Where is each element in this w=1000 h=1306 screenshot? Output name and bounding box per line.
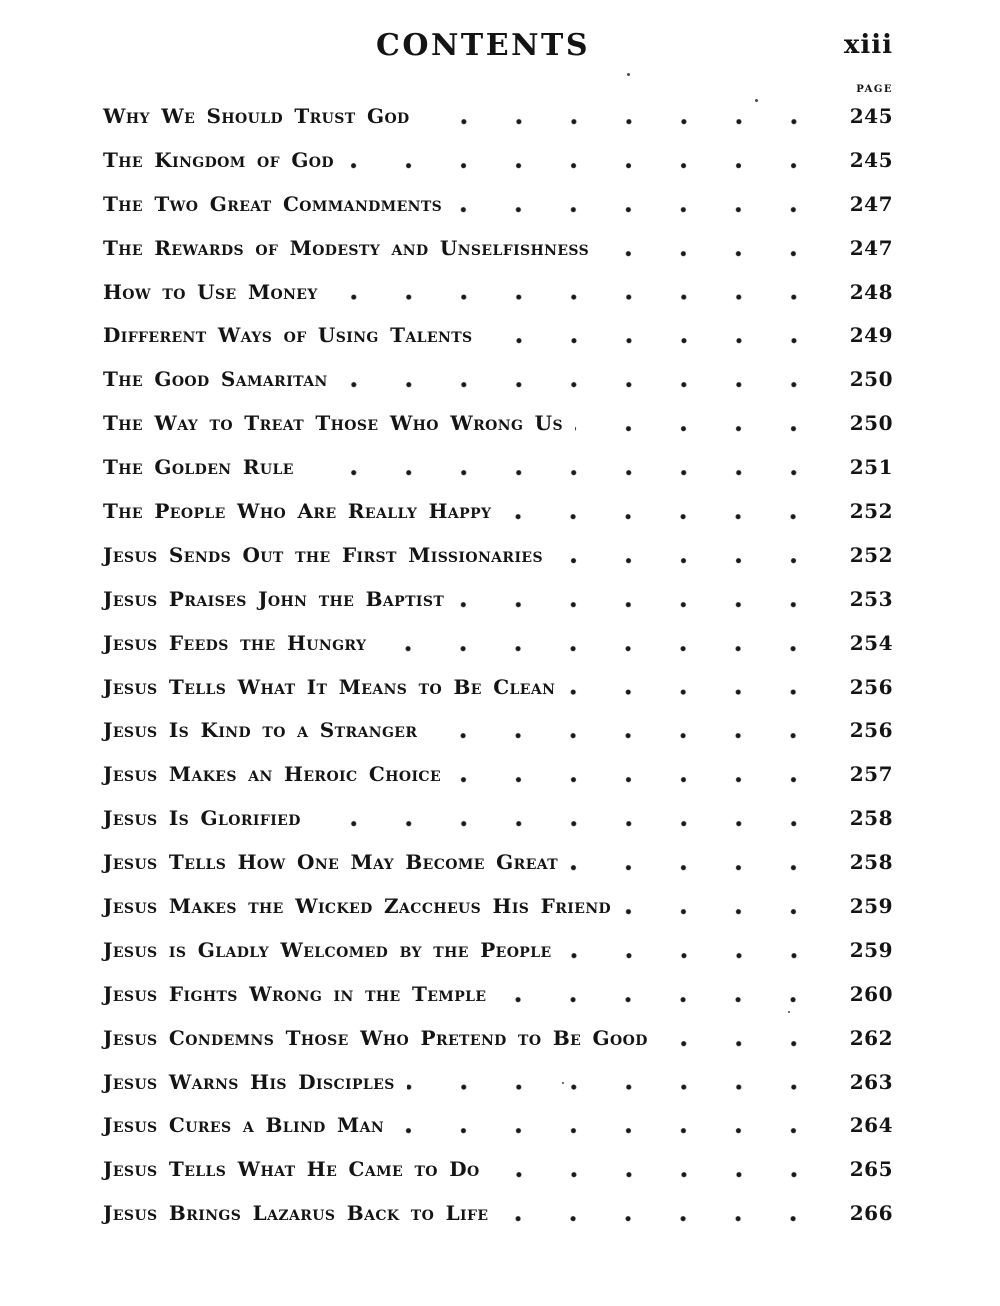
toc-entry-page: 253 — [849, 586, 893, 611]
toc-entry — [103, 1060, 893, 1104]
toc-entry — [103, 708, 893, 752]
toc-entry-page: 254 — [849, 630, 893, 655]
toc-entry-title: Jesus Fights Wrong in the Temple — [103, 981, 487, 1006]
dot-leader — [503, 489, 821, 533]
toc-entry-page: 245 — [849, 147, 893, 172]
toc-entry-title: The People Who Are Really Happy — [103, 498, 492, 523]
toc-entry — [103, 928, 893, 972]
toc-entry — [103, 226, 893, 270]
dot-leader — [330, 270, 821, 314]
toc-entry-page: 257 — [849, 762, 893, 787]
toc-entry — [103, 1103, 893, 1147]
toc-entry-page: 250 — [849, 411, 893, 436]
dot-leader — [340, 357, 821, 401]
scan-speck — [627, 73, 630, 76]
scan-speck — [788, 1011, 790, 1013]
toc-entry-page: 252 — [849, 542, 893, 567]
toc-entry-title: Why We Should Trust God — [103, 103, 410, 128]
contents-heading: CONTENTS — [375, 28, 591, 63]
toc-entry — [103, 621, 893, 665]
toc-entry-title: Different Ways of Using Talents — [103, 323, 473, 348]
toc-entry — [103, 1016, 893, 1060]
toc-entry-page: 258 — [849, 850, 893, 875]
dot-leader — [429, 708, 821, 752]
dot-leader — [396, 1103, 821, 1147]
toc-entry-title: The Rewards of Modesty and Unselfishness — [103, 235, 590, 260]
toc-entry — [103, 752, 893, 796]
toc-entry — [103, 1147, 893, 1191]
toc-entry-title: Jesus Brings Lazarus Back to Life — [103, 1201, 489, 1226]
dot-leader — [378, 621, 821, 665]
toc-entry-title: The Two Great Commandments — [103, 191, 443, 216]
toc-entry-page: 252 — [849, 498, 893, 523]
toc-entry — [103, 489, 893, 533]
toc-entry-page: 259 — [849, 937, 893, 962]
toc-entry-title: The Golden Rule — [103, 455, 294, 480]
dot-leader — [306, 445, 821, 489]
toc-entry — [103, 577, 893, 621]
dot-leader — [346, 138, 821, 182]
toc-entry-page: 259 — [849, 893, 893, 918]
toc-entry-page: 256 — [849, 674, 893, 699]
toc-entry — [103, 665, 893, 709]
toc-entry — [103, 138, 893, 182]
page-column-label: PAGE — [856, 84, 893, 95]
toc-list — [103, 94, 893, 1235]
toc-entry — [103, 972, 893, 1016]
toc-entry-title: Jesus Tells What It Means to Be Clean — [103, 674, 556, 699]
toc-entry-title: Jesus is Gladly Welcomed by the People — [103, 937, 552, 962]
dot-leader — [492, 1147, 821, 1191]
toc-entry-page: 245 — [849, 103, 893, 128]
toc-entry-page: 266 — [849, 1201, 893, 1226]
dot-leader — [498, 972, 821, 1016]
toc-entry — [103, 1191, 893, 1235]
dot-leader — [500, 1191, 821, 1235]
toc-entry-title: Jesus Feeds the Hungry — [103, 630, 367, 655]
dot-leader — [456, 577, 821, 621]
toc-entry-page: 264 — [849, 1113, 893, 1138]
toc-entry-title: The Kingdom of God — [103, 147, 334, 172]
toc-entry-title: Jesus Tells What He Came to Do — [103, 1157, 480, 1182]
scan-speck — [562, 1082, 564, 1084]
toc-entry-page: 249 — [849, 323, 893, 348]
toc-entry-page: 248 — [849, 279, 893, 304]
toc-entry — [103, 445, 893, 489]
toc-entry-title: Jesus Makes the Wicked Zaccheus His Friend — [103, 893, 612, 918]
toc-entry-title: Jesus Cures a Blind Man — [103, 1113, 385, 1138]
toc-entry-page: 265 — [849, 1157, 893, 1182]
toc-entry — [103, 357, 893, 401]
dot-leader — [407, 1060, 821, 1104]
toc-entry-title: Jesus Praises John the Baptist — [103, 586, 445, 611]
dot-leader — [623, 884, 821, 928]
toc-entry — [103, 533, 893, 577]
dot-leader — [564, 928, 821, 972]
dot-leader — [422, 94, 821, 138]
toc-entry — [103, 270, 893, 314]
toc-entry-page: 247 — [849, 235, 893, 260]
toc-entry — [103, 884, 893, 928]
toc-entry — [103, 182, 893, 226]
dot-leader — [570, 840, 821, 884]
dot-leader — [555, 533, 821, 577]
toc-entry-title: Jesus Tells How One May Become Great — [103, 850, 559, 875]
dot-leader — [601, 226, 821, 270]
dot-leader — [453, 752, 821, 796]
toc-entry-title: Jesus Is Glorified — [103, 806, 301, 831]
toc-entry-title: The Good Samaritan — [103, 367, 328, 392]
toc-entry-page: 250 — [849, 367, 893, 392]
toc-entry — [103, 401, 893, 445]
toc-entry-title: Jesus Makes an Heroic Choice — [103, 762, 442, 787]
toc-entry-title: Jesus Is Kind to a Stranger — [103, 718, 418, 743]
folio-roman-numeral: xiii — [843, 30, 893, 60]
toc-entry-title: The Way to Treat Those Who Wrong Us — [103, 411, 564, 436]
toc-entry — [103, 94, 893, 138]
toc-entry-page: 262 — [849, 1025, 893, 1050]
toc-entry — [103, 313, 893, 357]
dot-leader — [575, 401, 821, 445]
toc-entry-page: 258 — [849, 806, 893, 831]
scan-speck — [755, 99, 758, 102]
toc-entry-title: How to Use Money — [103, 279, 318, 304]
dot-leader — [313, 796, 821, 840]
toc-entry-page: 260 — [849, 981, 893, 1006]
toc-entry — [103, 796, 893, 840]
toc-entry-title: Jesus Warns His Disciples — [103, 1069, 395, 1094]
dot-leader — [454, 182, 821, 226]
toc-entry-page: 251 — [849, 455, 893, 480]
page-header — [103, 28, 893, 68]
dot-leader — [567, 665, 821, 709]
dot-leader — [660, 1016, 821, 1060]
toc-entry-title: Jesus Sends Out the First Missionaries — [103, 542, 543, 567]
dot-leader — [485, 313, 821, 357]
toc-entry — [103, 840, 893, 884]
toc-entry-page: 247 — [849, 191, 893, 216]
toc-entry-page: 263 — [849, 1069, 893, 1094]
toc-entry-title: Jesus Condemns Those Who Pretend to Be Good — [103, 1025, 648, 1050]
toc-entry-page: 256 — [849, 718, 893, 743]
